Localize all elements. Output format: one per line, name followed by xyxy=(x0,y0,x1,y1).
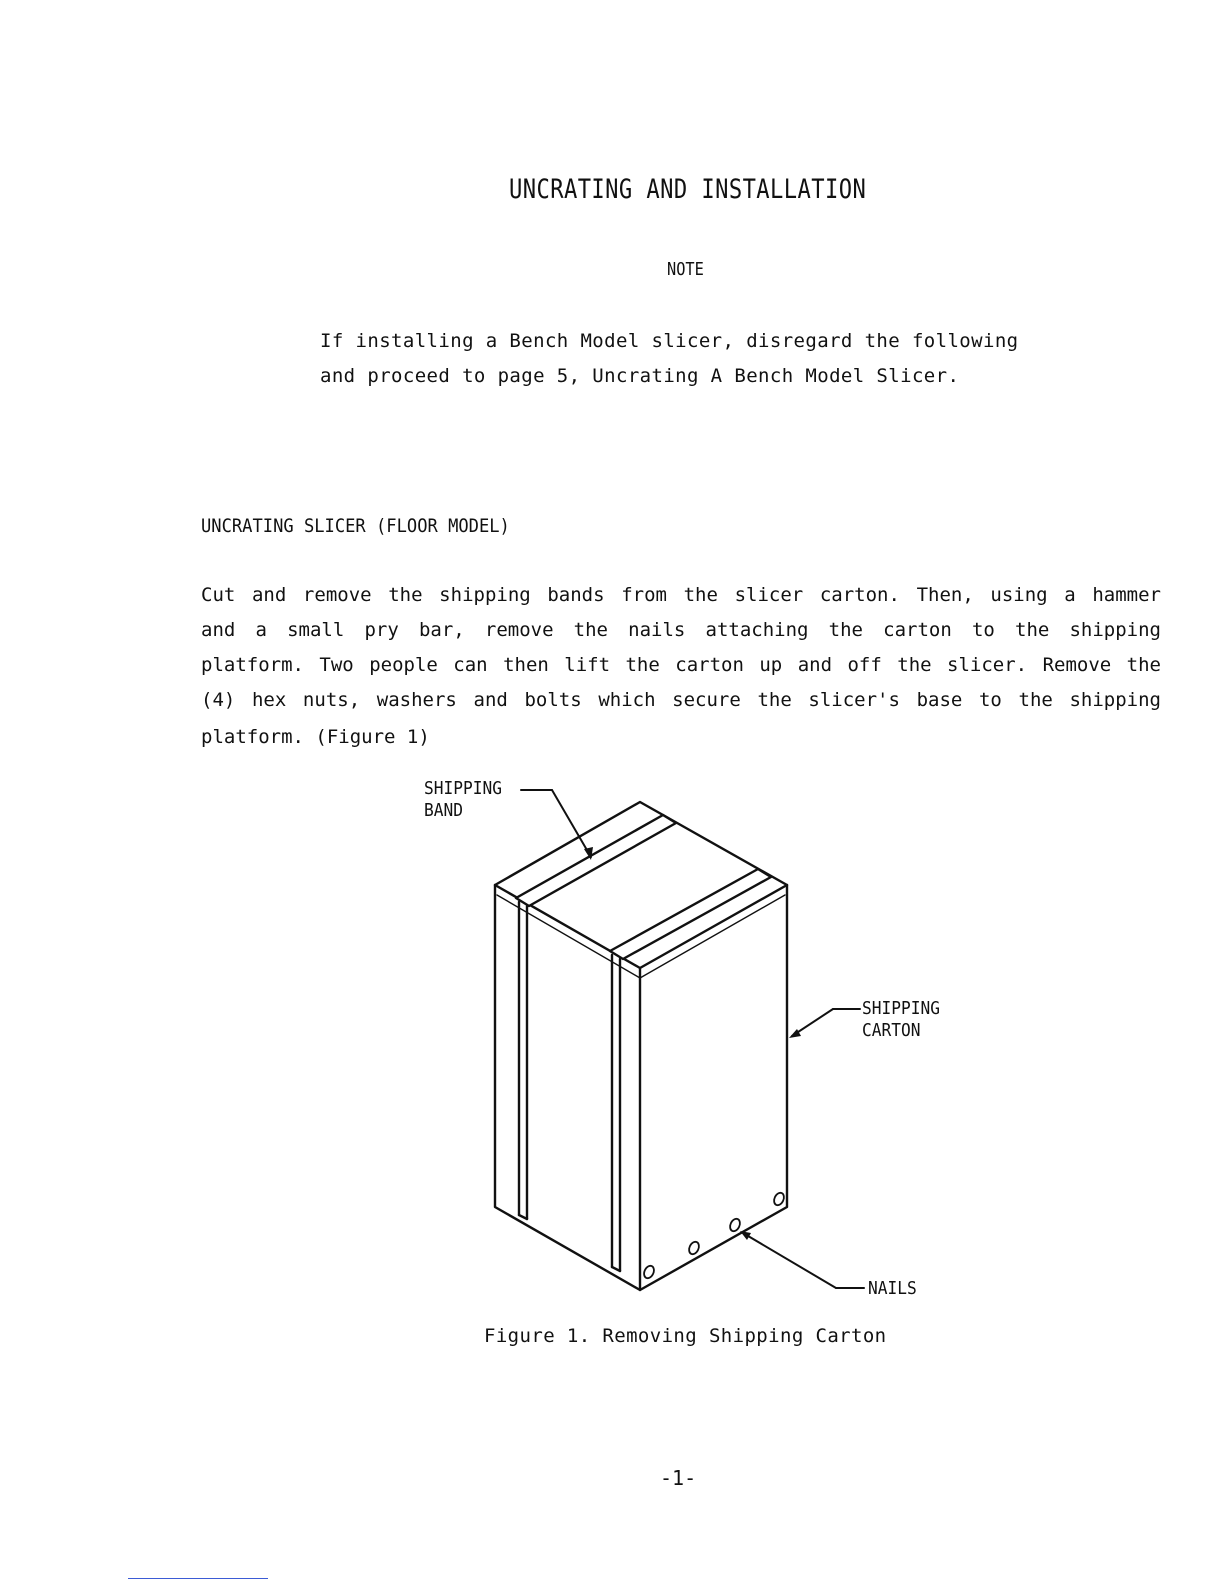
figure-caption: Figure 1. Removing Shipping Carton xyxy=(484,1325,887,1347)
note-line-1: If installing a Bench Model slicer, disregard the following xyxy=(320,330,1019,352)
paragraph-line-2: and a small pry bar, remove the nails attaching the carton to the shipping xyxy=(201,619,1161,641)
label-nails: NAILS xyxy=(868,1278,917,1299)
note-line-2: and proceed to page 5, Uncrating A Bench Model Slicer. xyxy=(320,365,960,387)
shipping-carton-box xyxy=(495,802,787,1290)
paragraph-line-1: Cut and remove the shipping bands from the slicer carton. Then, using a hammer xyxy=(201,584,1161,606)
label-shipping-band: SHIPPING BAND xyxy=(424,778,503,821)
page-number: -1- xyxy=(660,1466,697,1490)
paragraph-line-3: platform. Two people can then lift the carton up and off the slicer. Remove the xyxy=(201,654,1161,676)
page-title: UNCRATING AND INSTALLATION xyxy=(509,174,867,205)
paragraph-line-4: (4) hex nuts, washers and bolts which secure the slicer's base to the shipping xyxy=(201,689,1161,711)
note-heading: NOTE xyxy=(667,259,704,280)
section-heading: UNCRATING SLICER (FLOOR MODEL) xyxy=(201,515,510,537)
label-shipping-carton: SHIPPING CARTON xyxy=(862,998,941,1041)
nails-leader xyxy=(740,1231,864,1288)
shipping-carton-leader xyxy=(789,1009,860,1038)
paragraph-line-5: platform. (Figure 1) xyxy=(201,726,430,748)
footer-rule xyxy=(128,1578,268,1579)
